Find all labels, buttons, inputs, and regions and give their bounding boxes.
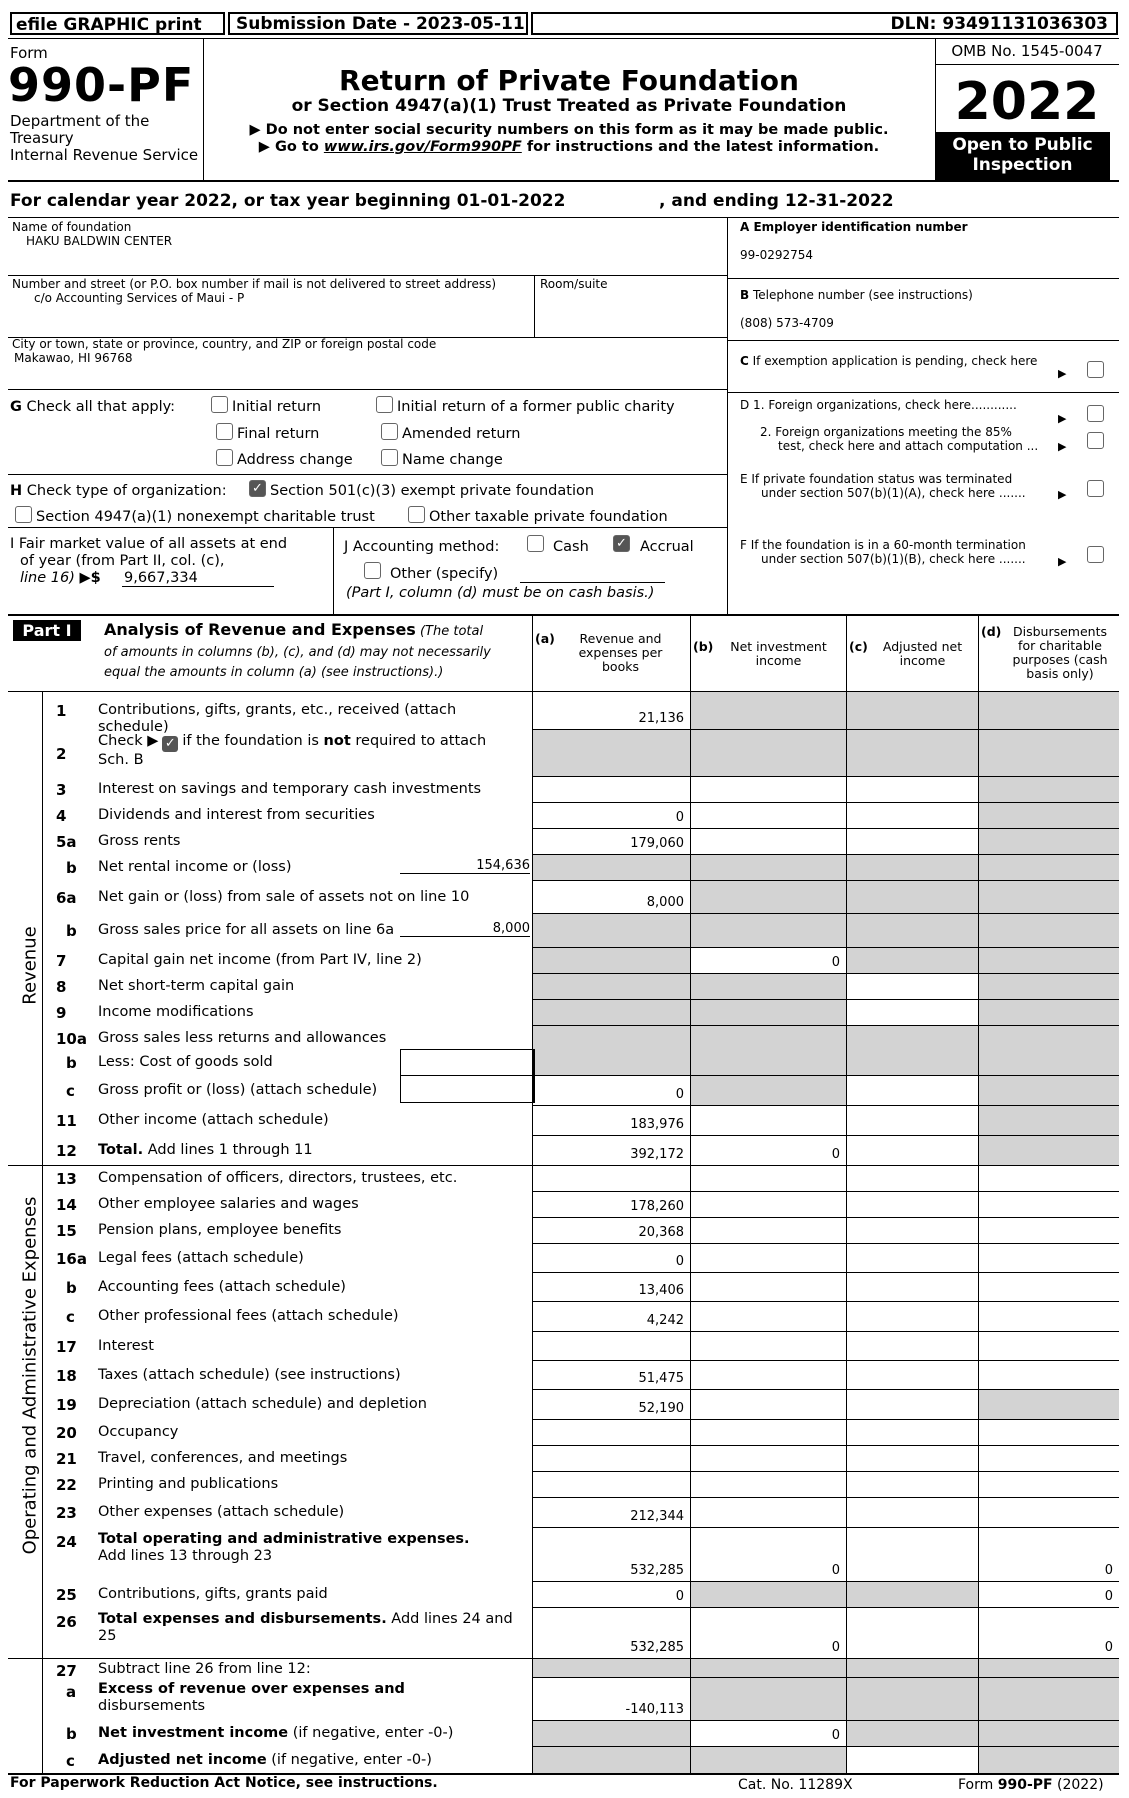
line-number: 11: [56, 1112, 77, 1130]
amount-col-a: 532,285: [630, 1640, 684, 1655]
line-description: Total. Add lines 1 through 11: [98, 1142, 313, 1158]
shaded-cell: [691, 1582, 846, 1607]
shaded-cell: [979, 1136, 1119, 1165]
shaded-cell: [979, 777, 1119, 802]
shaded-cell: [847, 1050, 978, 1075]
line-number: c: [66, 1308, 75, 1326]
name-label: Name of foundation: [12, 220, 132, 234]
line-description: Subtract line 26 from line 12:: [98, 1661, 311, 1677]
shaded-cell: [979, 855, 1119, 880]
shaded-cell: [979, 803, 1119, 828]
org-type-label: H Check type of organization:: [10, 483, 227, 499]
amount-col-a: 51,475: [638, 1371, 684, 1386]
amount-col-a: 0: [675, 1254, 684, 1269]
amount-col-a: 178,260: [630, 1199, 684, 1214]
amount-col-b: 0: [831, 1563, 840, 1578]
shaded-cell: [979, 829, 1119, 854]
check-all-label: G Check all that apply:: [10, 399, 176, 415]
line-number: 17: [56, 1337, 77, 1356]
amount-col-a: 0: [675, 1087, 684, 1102]
line-description: Dividends and interest from securities: [98, 807, 375, 823]
shaded-cell: [979, 692, 1119, 729]
inline-amount: 8,000: [400, 921, 530, 937]
other-taxable-checkbox[interactable]: [408, 506, 425, 523]
fmv-label: I Fair market value of all assets at end of year (from Part II, col. (c), line 16) ▶$: [10, 536, 288, 586]
gross-sales-inline-box: [400, 1049, 535, 1103]
line-number: a: [66, 1683, 77, 1701]
cash-checkbox[interactable]: [527, 535, 544, 552]
form-footer: Form 990-PF (2022): [958, 1777, 1104, 1793]
shaded-cell: [847, 692, 978, 729]
shaded-cell: [533, 914, 690, 947]
accrual-label: Accrual: [640, 539, 694, 555]
line-description: Other expenses (attach schedule): [98, 1504, 345, 1520]
line-description: Accounting fees (attach schedule): [98, 1278, 346, 1295]
shaded-cell: [691, 1000, 846, 1025]
amount-col-a: 183,976: [630, 1117, 684, 1132]
form-subtitle: or Section 4947(a)(1) Trust Treated as Private Foundation: [291, 96, 847, 116]
shaded-cell: [691, 855, 846, 880]
shaded-cell: [979, 1747, 1119, 1773]
status-terminated: E If private foundation status was terminated under section 507(b)(1)(A), check here .......: [740, 472, 1026, 500]
line-number: 23: [56, 1504, 77, 1522]
dept-line-1: Department of the: [10, 112, 150, 130]
form-title: Return of Private Foundation: [339, 64, 799, 97]
col-b-header: (b) Net investment income: [693, 639, 827, 668]
col-d-header: (d) Disbursements for charitable purposes (cash basis only): [981, 624, 1108, 681]
form-word: Form: [10, 44, 48, 62]
foreign-org-85: 2. Foreign organizations meeting the 85% test, check here and attach computation ...: [760, 425, 1039, 453]
line-number: 27: [56, 1662, 77, 1680]
line-number: 14: [56, 1196, 77, 1214]
line-number: 21: [56, 1450, 77, 1468]
line-number: 22: [56, 1476, 77, 1494]
shaded-cell: [533, 1747, 690, 1773]
shaded-cell: [691, 1678, 846, 1720]
other-taxable-label: Other taxable private foundation: [429, 509, 668, 525]
line-number: b: [66, 859, 77, 877]
shaded-cell: [847, 1678, 978, 1720]
line-number: 1: [56, 702, 67, 720]
line-number: 3: [56, 781, 67, 799]
amount-col-a: -140,113: [625, 1702, 684, 1717]
shaded-cell: [979, 948, 1119, 973]
line-description: Income modifications: [98, 1004, 254, 1020]
shaded-cell: [979, 1721, 1119, 1746]
line-number: 24: [56, 1533, 77, 1551]
line-number: 8: [56, 978, 67, 996]
paperwork-notice: For Paperwork Reduction Act Notice, see instructions.: [10, 1775, 438, 1791]
shaded-cell: [979, 1076, 1119, 1105]
line-description: Gross profit or (loss) (attach schedule): [98, 1082, 378, 1098]
shaded-cell: [691, 1747, 846, 1773]
shaded-cell: [847, 914, 978, 947]
shaded-cell: [979, 914, 1119, 947]
section-4947-label: Section 4947(a)(1) nonexempt charitable trust: [36, 509, 375, 525]
shaded-cell: [533, 1000, 690, 1025]
shaded-cell: [533, 1721, 690, 1746]
line-description: Printing and publications: [98, 1476, 279, 1492]
tax-year: 2022: [954, 72, 1100, 132]
initial-former-label: Initial return of a former public charity: [397, 399, 675, 415]
amount-col-a: 52,190: [638, 1401, 684, 1416]
irs-link[interactable]: www.irs.gov/Form990PF: [323, 139, 522, 155]
calendar-year: For calendar year 2022, or tax year beginning 01-01-2022: [10, 191, 566, 211]
shaded-cell: [533, 855, 690, 880]
shaded-cell: [533, 1050, 690, 1075]
line-description: Other professional fees (attach schedule): [98, 1308, 399, 1324]
shaded-cell: [691, 1659, 846, 1677]
city-value: Makawao, HI 96768: [14, 351, 133, 365]
line-number: b: [66, 1054, 77, 1072]
shaded-cell: [847, 1721, 978, 1746]
shaded-cell: [979, 1106, 1119, 1135]
line-description: Gross sales less returns and allowances: [98, 1030, 387, 1046]
name-change-label: Name change: [402, 452, 503, 468]
line-description: Gross sales price for all assets on line 6a: [98, 922, 395, 938]
phone-value: (808) 573-4709: [740, 316, 834, 330]
line-description: Travel, conferences, and meetings: [98, 1450, 348, 1466]
amount-col-a: 0: [675, 810, 684, 825]
line-number: 6a: [56, 888, 77, 907]
line-number: 5a: [56, 833, 77, 851]
omb-number: OMB No. 1545-0047: [951, 42, 1103, 60]
revenue-side-label: Revenue: [19, 926, 41, 1005]
line-description: Total expenses and disbursements. Add lines 24 and 25: [98, 1611, 513, 1644]
shaded-cell: [533, 948, 690, 973]
catalog-number: Cat. No. 11289X: [738, 1777, 853, 1793]
line-description: Capital gain net income (from Part IV, line 2): [98, 952, 422, 968]
amount-col-b: 0: [831, 955, 840, 970]
shaded-cell: [979, 1659, 1119, 1677]
line-description: Interest on savings and temporary cash investments: [98, 781, 482, 797]
shaded-cell: [691, 974, 846, 999]
amount-col-a: 532,285: [630, 1563, 684, 1578]
line-description: Taxes (attach schedule) (see instructions): [98, 1366, 401, 1383]
line-description: Occupancy: [98, 1424, 179, 1440]
ein-value: 99-0292754: [740, 248, 814, 262]
sch-b-checkbox[interactable]: ✓: [162, 736, 178, 752]
section-501-checkbox[interactable]: ✓: [249, 480, 266, 497]
line-number: 25: [56, 1586, 77, 1604]
shaded-cell: [979, 730, 1119, 776]
shaded-cell: [979, 1390, 1119, 1419]
shaded-cell: [691, 914, 846, 947]
shaded-cell: [847, 1659, 978, 1677]
line-description: Total operating and administrative expenses. Add lines 13 through 23: [98, 1531, 470, 1564]
col-a-header: (a) Revenue and expenses per books: [535, 631, 663, 674]
line-number: 4: [56, 807, 67, 825]
line-description: Excess of revenue over expenses and disbursements: [98, 1681, 405, 1714]
line-number: 2: [56, 744, 67, 763]
shaded-cell: [979, 881, 1119, 913]
exemption-pending: C If exemption application is pending, check here: [740, 354, 1038, 368]
line-description: Net investment income (if negative, enter -0-): [98, 1725, 454, 1741]
shaded-cell: [979, 1000, 1119, 1025]
line-description: Net rental income or (loss): [98, 859, 292, 875]
sixty-month-checkbox[interactable]: [1087, 546, 1104, 563]
fmv-value: 9,667,334: [122, 570, 274, 587]
other-method-checkbox[interactable]: [364, 562, 381, 579]
cash-label: Cash: [553, 539, 589, 555]
form-number: 990-PF: [8, 58, 195, 112]
line-description: Pension plans, employee benefits: [98, 1222, 342, 1238]
part-subtitle: of amounts in columns (b), (c), and (d) may not necessarily equal the amounts in column (a) (see instructions).): [104, 645, 491, 680]
line-number: 7: [56, 952, 67, 970]
other-method-label: Other (specify): [390, 566, 499, 582]
part-title: Analysis of Revenue and Expenses (The total: [104, 620, 484, 639]
shaded-cell: [847, 1582, 978, 1607]
shaded-cell: [979, 1678, 1119, 1720]
line-number: 15: [56, 1222, 77, 1240]
line-number: 13: [56, 1170, 77, 1188]
street-value: c/o Accounting Services of Maui - P: [34, 291, 245, 305]
line-number: 9: [56, 1004, 67, 1022]
amount-col-d: 0: [1104, 1640, 1113, 1655]
amount-col-a: 0: [675, 1589, 684, 1604]
foundation-name: HAKU BALDWIN CENTER: [26, 234, 173, 248]
line-description: Other income (attach schedule): [98, 1112, 329, 1128]
foreign-org-85-checkbox[interactable]: [1087, 432, 1104, 449]
line-description: Contributions, gifts, grants, etc., received (attach schedule): [98, 702, 457, 735]
department: [10, 113, 198, 164]
sixty-month: F If the foundation is in a 60-month termination under section 507(b)(1)(B), check here .......: [740, 538, 1026, 566]
final-return-label: Final return: [237, 426, 320, 442]
shaded-cell: [979, 974, 1119, 999]
address-change-checkbox[interactable]: [216, 449, 233, 466]
part-tag: Part I: [13, 620, 81, 641]
section-4947-checkbox[interactable]: [15, 506, 32, 523]
inline-amount: 154,636: [400, 858, 530, 874]
amount-col-a: 20,368: [638, 1225, 684, 1240]
line-description: Gross rents: [98, 833, 181, 849]
line-number: c: [66, 1082, 75, 1100]
line-number: 20: [56, 1424, 77, 1442]
shaded-cell: [691, 1050, 846, 1075]
shaded-cell: [847, 855, 978, 880]
line-number: c: [66, 1751, 75, 1770]
initial-return-checkbox[interactable]: [211, 396, 228, 413]
amount-col-a: 212,344: [630, 1509, 684, 1524]
shaded-cell: [847, 948, 978, 973]
line-description: Check ▶ ✓ if the foundation is not required to attach Sch. B: [98, 733, 487, 768]
open-to-public: Open to Public Inspection: [935, 132, 1110, 180]
line-description: Adjusted net income (if negative, enter -0-): [98, 1751, 432, 1768]
amended-return-label: Amended return: [402, 426, 521, 442]
dept-line-3: Internal Revenue Service: [10, 146, 199, 164]
amount-col-b: 0: [831, 1640, 840, 1655]
dept-line-2: Treasury: [10, 129, 74, 147]
initial-return-label: Initial return: [232, 399, 322, 415]
shaded-cell: [847, 1026, 978, 1051]
line-number: 10a: [56, 1030, 87, 1048]
foreign-org: D 1. Foreign organizations, check here............: [740, 398, 1017, 412]
street-label: Number and street (or P.O. box number if mail is not delivered to street address): [12, 277, 497, 291]
amended-return-checkbox[interactable]: [381, 423, 398, 440]
line-description: Net gain or (loss) from sale of assets not on line 10: [98, 888, 470, 905]
line-description: Legal fees (attach schedule): [98, 1249, 304, 1266]
accounting-method-label: J Accounting method:: [344, 539, 500, 555]
ssn-note: ▶ Do not enter social security numbers on this form as it may be made public.: [249, 122, 889, 138]
section-501-label: Section 501(c)(3) exempt private foundation: [270, 483, 595, 499]
calendar-ending: , and ending 12-31-2022: [659, 191, 894, 211]
exemption-pending-checkbox[interactable]: [1087, 361, 1104, 378]
address-change-label: Address change: [237, 452, 353, 468]
line-description: Interest: [98, 1337, 154, 1354]
line-description: Less: Cost of goods sold: [98, 1054, 273, 1070]
line-number: 26: [56, 1613, 77, 1631]
instructions-note: ▶ Go to www.irs.gov/Form990PF for instructions and the latest information.: [258, 139, 880, 155]
shaded-cell: [691, 692, 846, 729]
line-number: b: [66, 1725, 77, 1743]
line-number: 16a: [56, 1249, 87, 1268]
amount-col-b: 0: [831, 1728, 840, 1743]
shaded-cell: [691, 730, 846, 776]
shaded-cell: [533, 974, 690, 999]
phone-label: B Telephone number (see instructions): [740, 288, 973, 302]
submission-date: Submission Date - 2023-05-11: [228, 12, 528, 35]
room-label: Room/suite: [540, 277, 608, 291]
line-number: 12: [56, 1142, 77, 1160]
accrual-checkbox[interactable]: ✓: [613, 535, 630, 552]
foreign-org-checkbox[interactable]: [1087, 405, 1104, 422]
shaded-cell: [533, 1026, 690, 1051]
name-change-checkbox[interactable]: [381, 449, 398, 466]
status-terminated-checkbox[interactable]: [1087, 480, 1104, 497]
initial-former-checkbox[interactable]: [376, 396, 393, 413]
line-description: Net short-term capital gain: [98, 978, 295, 994]
amount-col-d: 0: [1104, 1589, 1113, 1604]
shaded-cell: [691, 1076, 846, 1105]
other-method-field[interactable]: [520, 582, 665, 583]
dln: DLN: 93491131036303: [531, 12, 1118, 35]
city-label: City or town, state or province, country, and ZIP or foreign postal code: [12, 337, 437, 351]
final-return-checkbox[interactable]: [216, 423, 233, 440]
amount-col-a: 8,000: [646, 895, 684, 910]
amount-col-d: 0: [1104, 1563, 1113, 1578]
line-number: b: [66, 922, 77, 940]
shaded-cell: [979, 1026, 1119, 1051]
shaded-cell: [979, 1050, 1119, 1075]
amount-col-a: 4,242: [646, 1313, 684, 1328]
shaded-cell: [533, 730, 690, 776]
amount-col-a: 179,060: [630, 836, 684, 851]
line-number: 18: [56, 1366, 77, 1385]
cash-basis-note: (Part I, column (d) must be on cash basis.): [346, 585, 655, 601]
line-description: Depreciation (attach schedule) and depletion: [98, 1396, 427, 1412]
shaded-cell: [847, 730, 978, 776]
ein-label: A Employer identification number: [740, 220, 968, 234]
amount-col-b: 0: [831, 1147, 840, 1162]
col-c-header: (c) Adjusted net income: [849, 639, 963, 668]
line-number: 19: [56, 1396, 77, 1414]
shaded-cell: [691, 1026, 846, 1051]
expenses-side-label: Operating and Administrative Expenses: [19, 1196, 41, 1555]
amount-col-a: 392,172: [630, 1147, 684, 1162]
shaded-cell: [533, 1659, 690, 1677]
amount-col-a: 21,136: [638, 711, 684, 726]
shaded-cell: [847, 881, 978, 913]
efile-label: efile GRAPHIC print: [10, 12, 225, 35]
shaded-cell: [691, 881, 846, 913]
line-number: b: [66, 1278, 77, 1297]
line-description: Other employee salaries and wages: [98, 1196, 359, 1212]
line-description: Contributions, gifts, grants paid: [98, 1586, 328, 1602]
line-description: Compensation of officers, directors, trustees, etc.: [98, 1170, 458, 1186]
amount-col-a: 13,406: [638, 1283, 684, 1298]
